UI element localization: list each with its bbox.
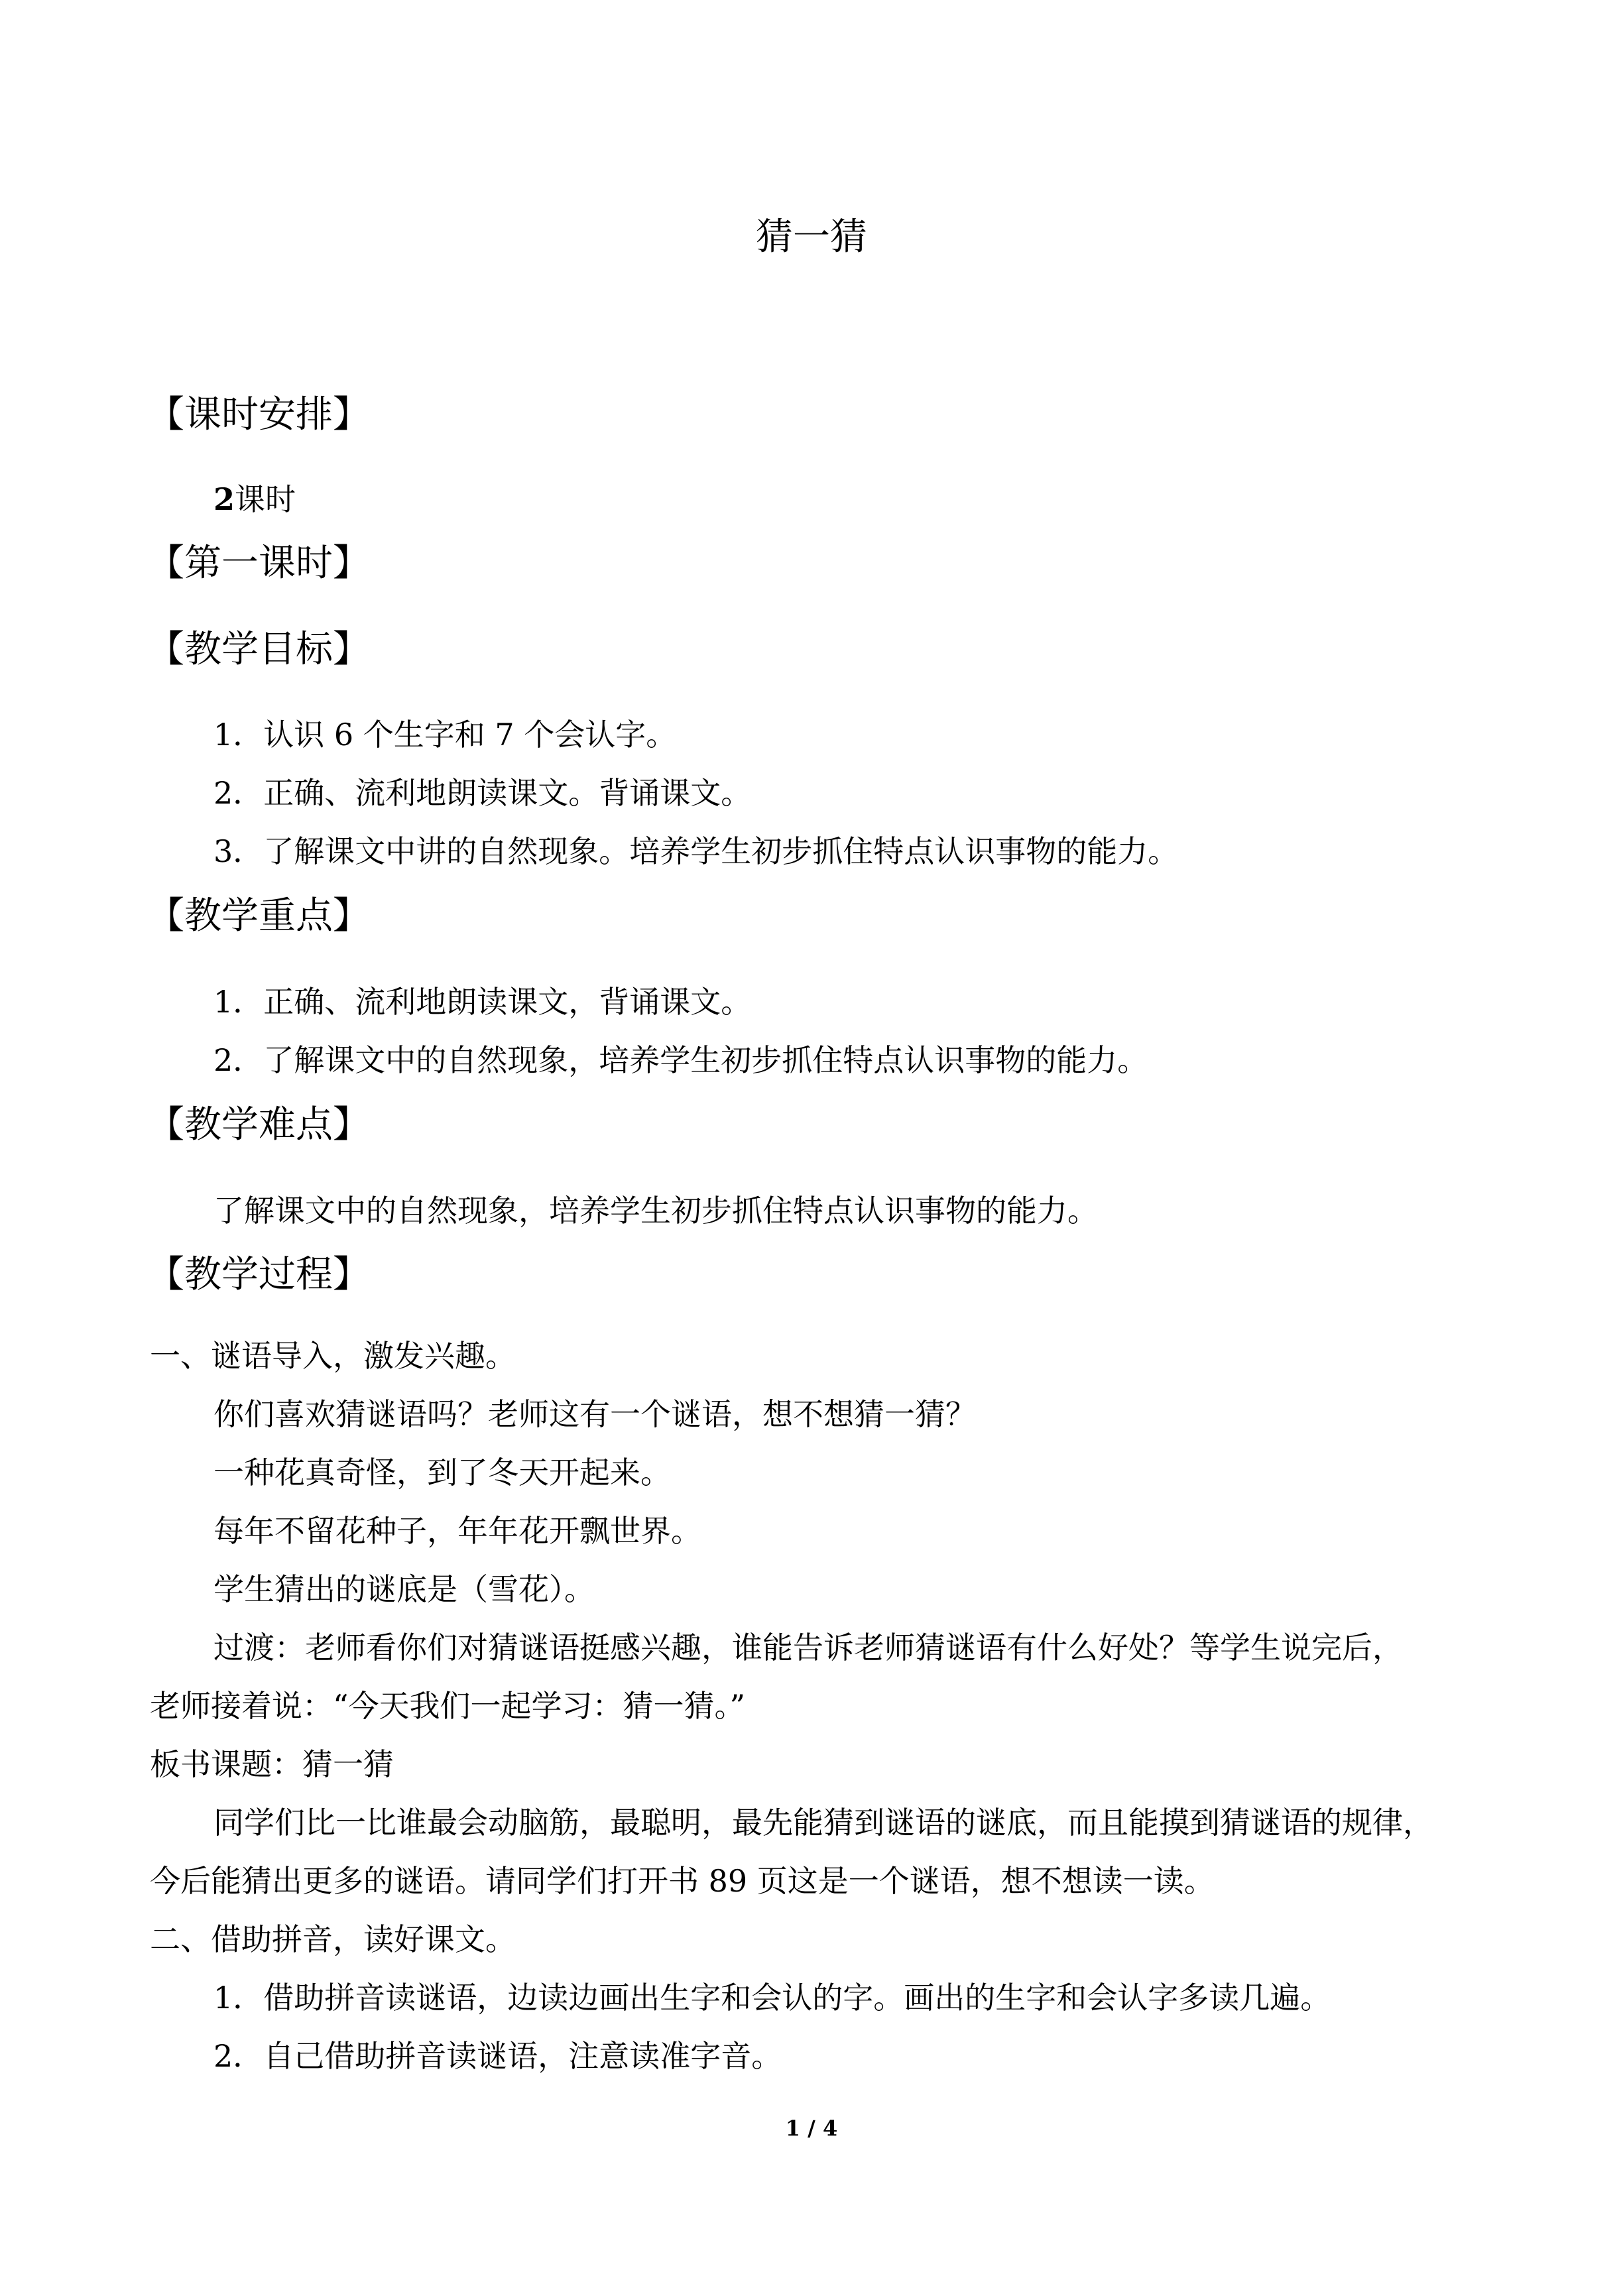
process-line: 每年不留花种子，年年花开飘世界。 <box>213 1513 701 1549</box>
process-line: 老师接着说：“今天我们一起学习：猜一猜。” <box>150 1688 746 1724</box>
process-line: 一、谜语导入，激发兴趣。 <box>150 1338 516 1374</box>
process-line: 板书课题：猜一猜 <box>150 1746 394 1782</box>
difficult-text: 了解课文中的自然现象，培养学生初步抓住特点认识事物的能力。 <box>213 1193 1098 1229</box>
process-line: 今后能猜出更多的谜语。请同学们打开书 89 页这是一个谜语，想不想读一读。 <box>150 1863 1215 1899</box>
heading-schedule: 【课时安排】 <box>147 393 370 436</box>
process-line: 1．借助拼音读谜语，边读边画出生字和会认的字。画出的生字和会认字多读几遍。 <box>213 1980 1331 2016</box>
schedule-unit: 课时 <box>235 481 296 517</box>
schedule-text <box>213 477 296 521</box>
process-line: 过渡：老师看你们对猜谜语挺感兴趣，谁能告诉老师猜谜语有什么好处？等学生说完后， <box>213 1630 1403 1665</box>
process-line: 一种花真奇怪，到了冬天开起来。 <box>213 1455 671 1490</box>
page-number: 1 / 4 <box>785 2116 838 2141</box>
key-item: 2．了解课文中的自然现象，培养学生初步抓住特点认识事物的能力。 <box>213 1042 1148 1078</box>
goal-item: 2．正确、流利地朗读课文。背诵课文。 <box>213 775 752 811</box>
process-line: 2．自己借助拼音读谜语，注意读准字音。 <box>213 2038 782 2074</box>
heading-goals: 【教学目标】 <box>147 628 370 671</box>
goal-item: 1．认识 6 个生字和 7 个会认字。 <box>213 717 677 753</box>
heading-lesson1: 【第一课时】 <box>147 542 370 585</box>
process-line: 学生猜出的谜底是（雪花）。 <box>213 1571 595 1607</box>
process-line: 同学们比一比谁最会动脑筋，最聪明，最先能猜到谜语的谜底，而且能摸到猜谜语的规律， <box>213 1805 1433 1841</box>
process-line: 你们喜欢猜谜语吗？老师这有一个谜语，想不想猜一猜？ <box>213 1396 976 1432</box>
heading-process: 【教学过程】 <box>147 1253 370 1296</box>
schedule-num: 2 <box>213 481 235 517</box>
process-line: 二、借助拼音，读好课文。 <box>150 1921 516 1957</box>
heading-difficult: 【教学难点】 <box>147 1103 370 1146</box>
goal-item: 3．了解课文中讲的自然现象。培养学生初步抓住特点认识事物的能力。 <box>213 833 1179 869</box>
key-item: 1．正确、流利地朗读课文，背诵课文。 <box>213 984 752 1020</box>
document-title: 猜一猜 <box>756 215 867 259</box>
heading-key: 【教学重点】 <box>147 894 370 937</box>
